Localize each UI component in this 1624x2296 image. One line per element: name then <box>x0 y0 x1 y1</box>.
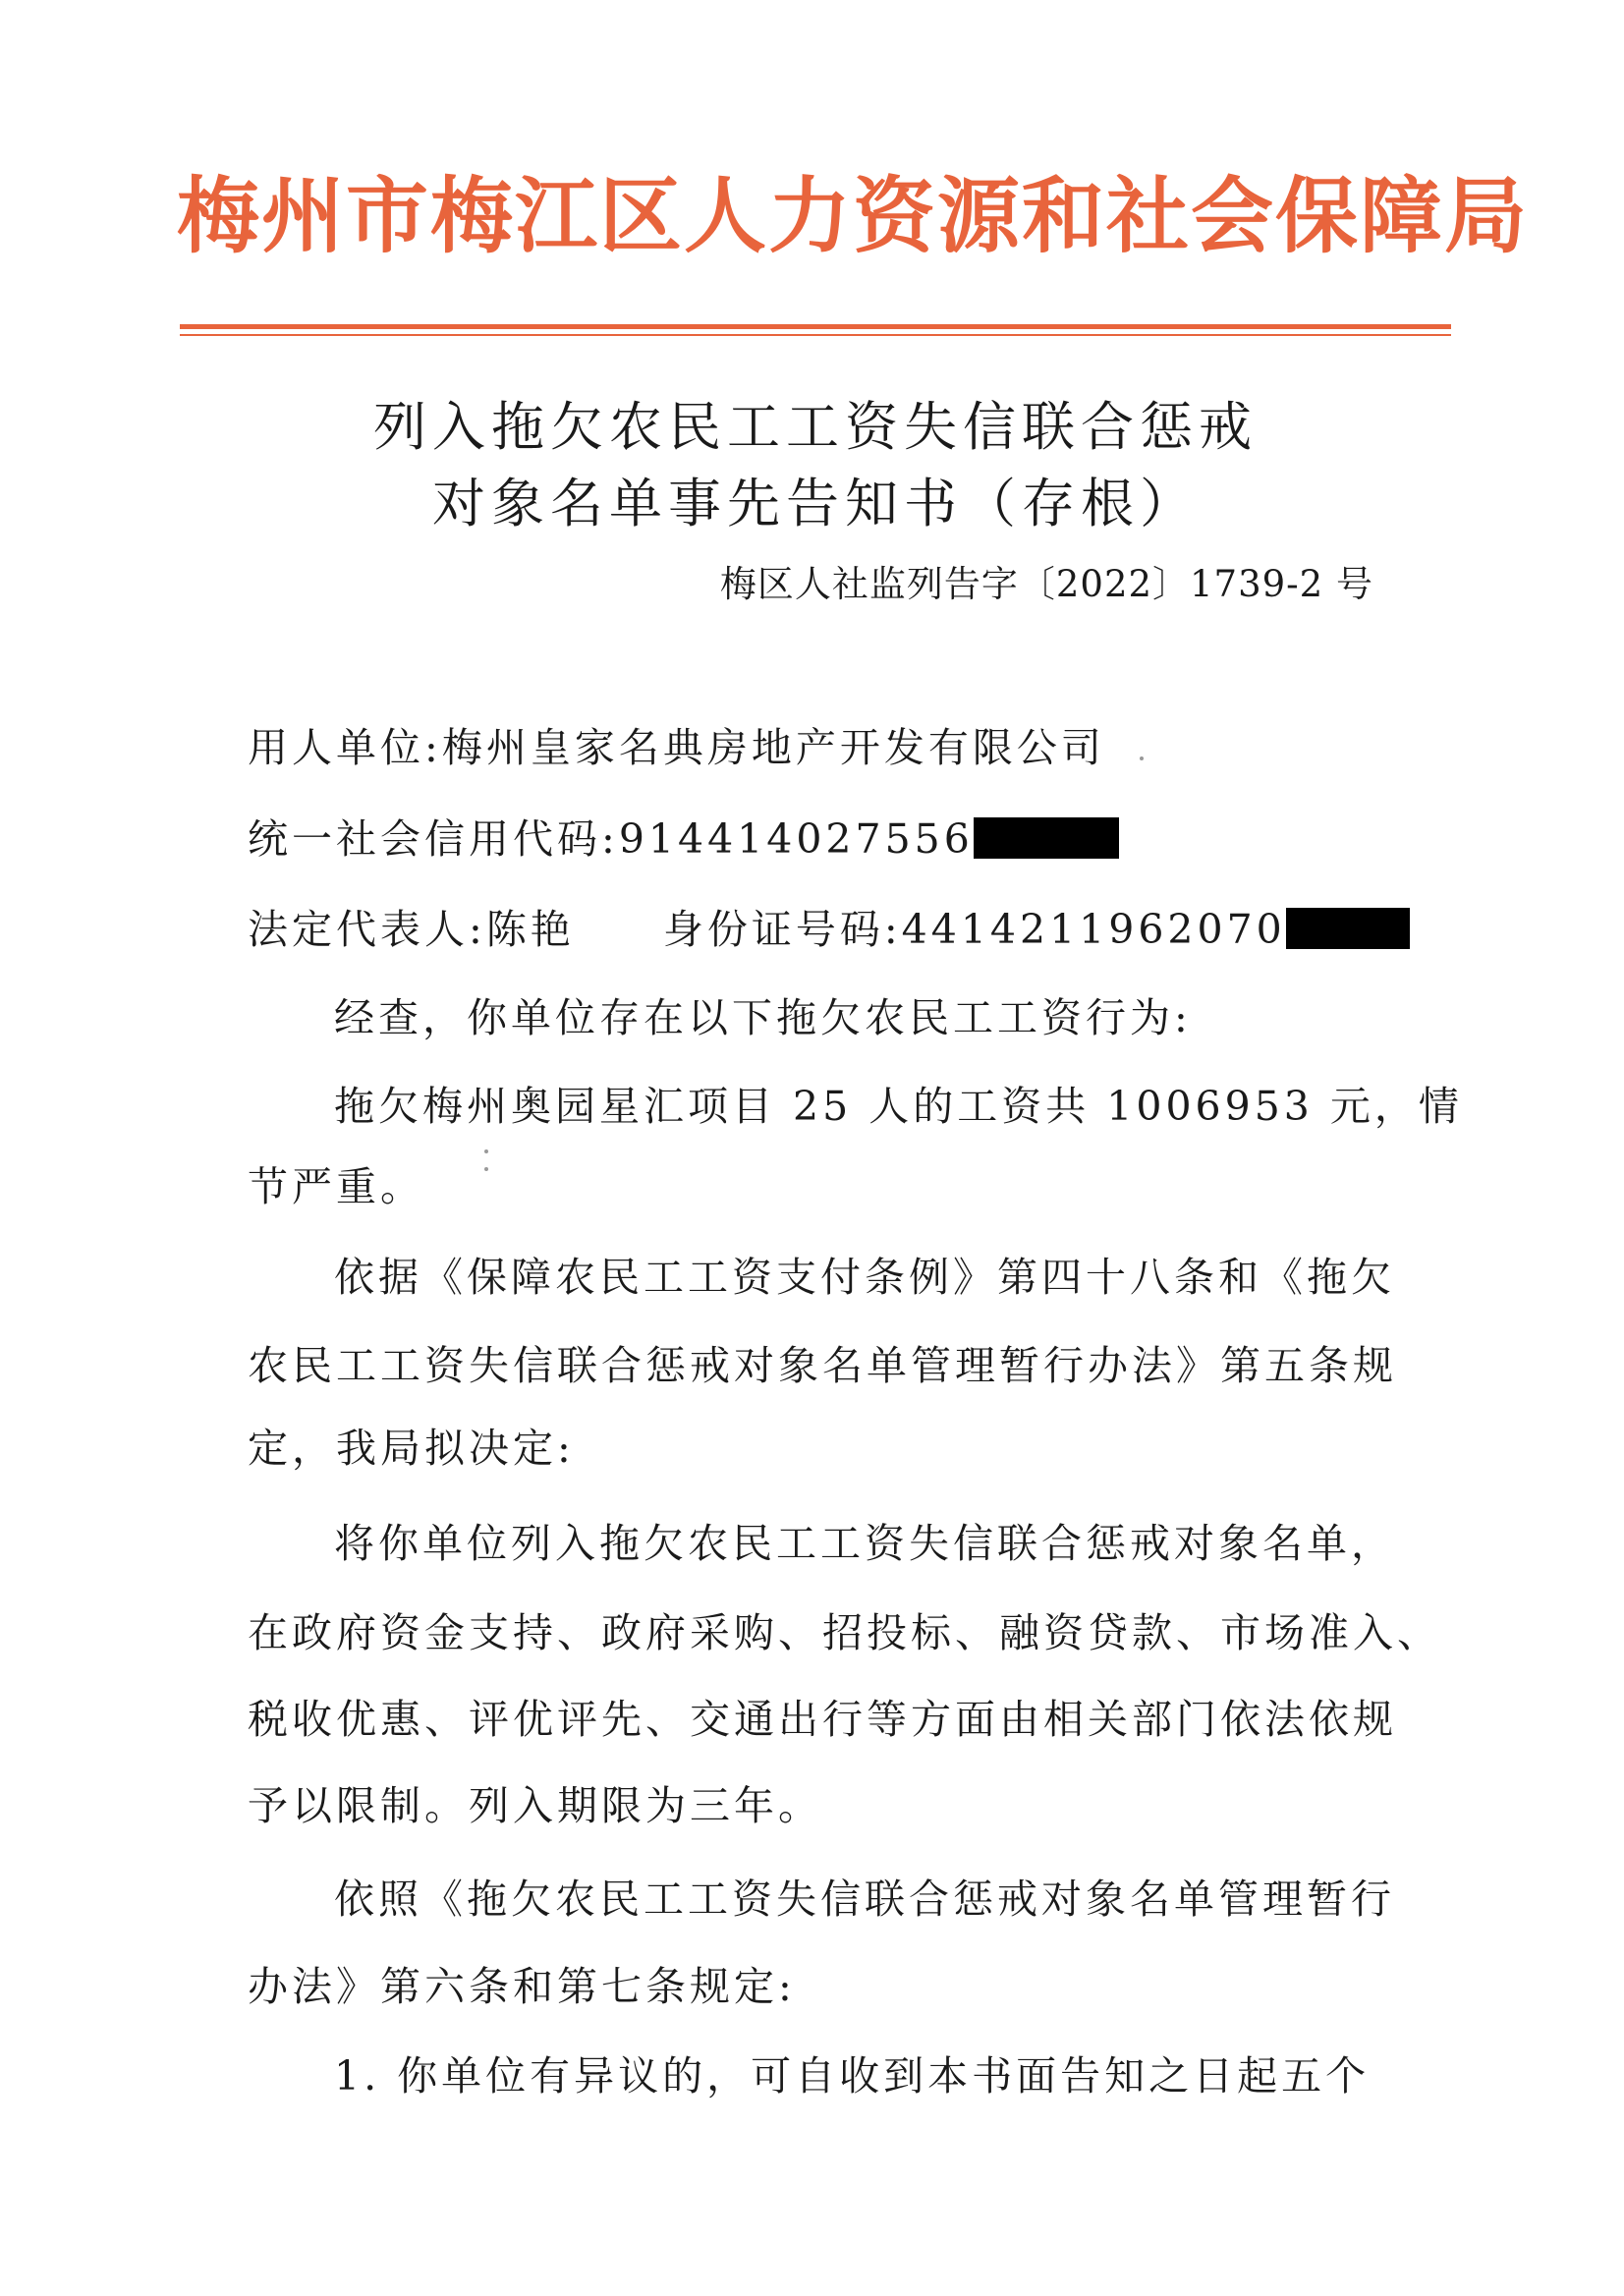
representative-value: 陈艳 <box>485 906 575 953</box>
paragraph-1-line-1: 经查，你单位存在以下拖欠农民工工资行为: <box>334 994 1192 1041</box>
scan-speck <box>1140 756 1144 760</box>
paragraph-4-line-4: 予以限制。列入期限为三年。 <box>248 1782 822 1829</box>
credit-code-row <box>248 812 1119 867</box>
paragraph-4-line-1: 将你单位列入拖欠农民工工资失信联合惩戒对象名单， <box>334 1520 1395 1567</box>
paragraph-5-line-1: 依照《拖欠农民工工资失信联合惩戒对象名单管理暂行 <box>334 1876 1395 1923</box>
id-number-redaction <box>1286 908 1410 949</box>
credit-code-label: 统一社会信用代码: <box>248 815 619 863</box>
paragraph-2-line-1: 拖欠梅州奥园星汇项目 25 人的工资共 1006953 元，情 <box>334 1083 1463 1130</box>
paragraph-4-line-2: 在政府资金支持、政府采购、招投标、融资贷款、市场准入、 <box>248 1609 1441 1656</box>
id-number-label: 身份证号码: <box>662 906 902 953</box>
paragraph-5-line-2: 办法》第六条和第七条规定: <box>248 1963 796 2010</box>
paragraph-4-line-3: 税收优惠、评优评先、交通出行等方面由相关部门依法依规 <box>248 1696 1397 1743</box>
paragraph-3-line-1: 依据《保障农民工工资支付条例》第四十八条和《拖欠 <box>334 1254 1395 1301</box>
scan-speck <box>484 1149 488 1153</box>
representative-row <box>248 902 1410 957</box>
paragraph-3-line-3: 定，我局拟决定: <box>248 1425 575 1472</box>
masthead-rule-thin <box>180 334 1451 336</box>
employer-label: 用人单位: <box>248 724 442 771</box>
masthead-rule-thick <box>180 324 1451 329</box>
document-number: 梅区人社监列告字〔2022〕1739-2 号 <box>719 563 1373 605</box>
paragraph-3-line-2: 农民工工资失信联合惩戒对象名单管理暂行办法》第五条规 <box>248 1342 1397 1389</box>
credit-code-redaction <box>974 817 1119 859</box>
document-title-line-2: 对象名单事先告知书（存根） <box>432 473 1199 534</box>
employer-value: 梅州皇家名典房地产开发有限公司 <box>441 724 1105 771</box>
credit-code-value: 914414027556 <box>618 815 974 863</box>
id-number-value: 4414211962070 <box>901 906 1286 953</box>
paragraph-2-line-2: 节严重。 <box>248 1163 424 1210</box>
employer-row <box>248 720 1105 775</box>
issuing-authority-masthead: 梅州市梅江区人力资源和社会保障局 <box>177 168 1530 264</box>
representative-label: 法定代表人: <box>248 906 486 953</box>
scan-speck <box>484 1167 488 1171</box>
paragraph-6-line-1: 1. 你单位有异议的，可自收到本书面告知之日起五个 <box>334 2052 1371 2100</box>
document-title-line-1: 列入拖欠农民工工资失信联合惩戒 <box>373 396 1258 458</box>
